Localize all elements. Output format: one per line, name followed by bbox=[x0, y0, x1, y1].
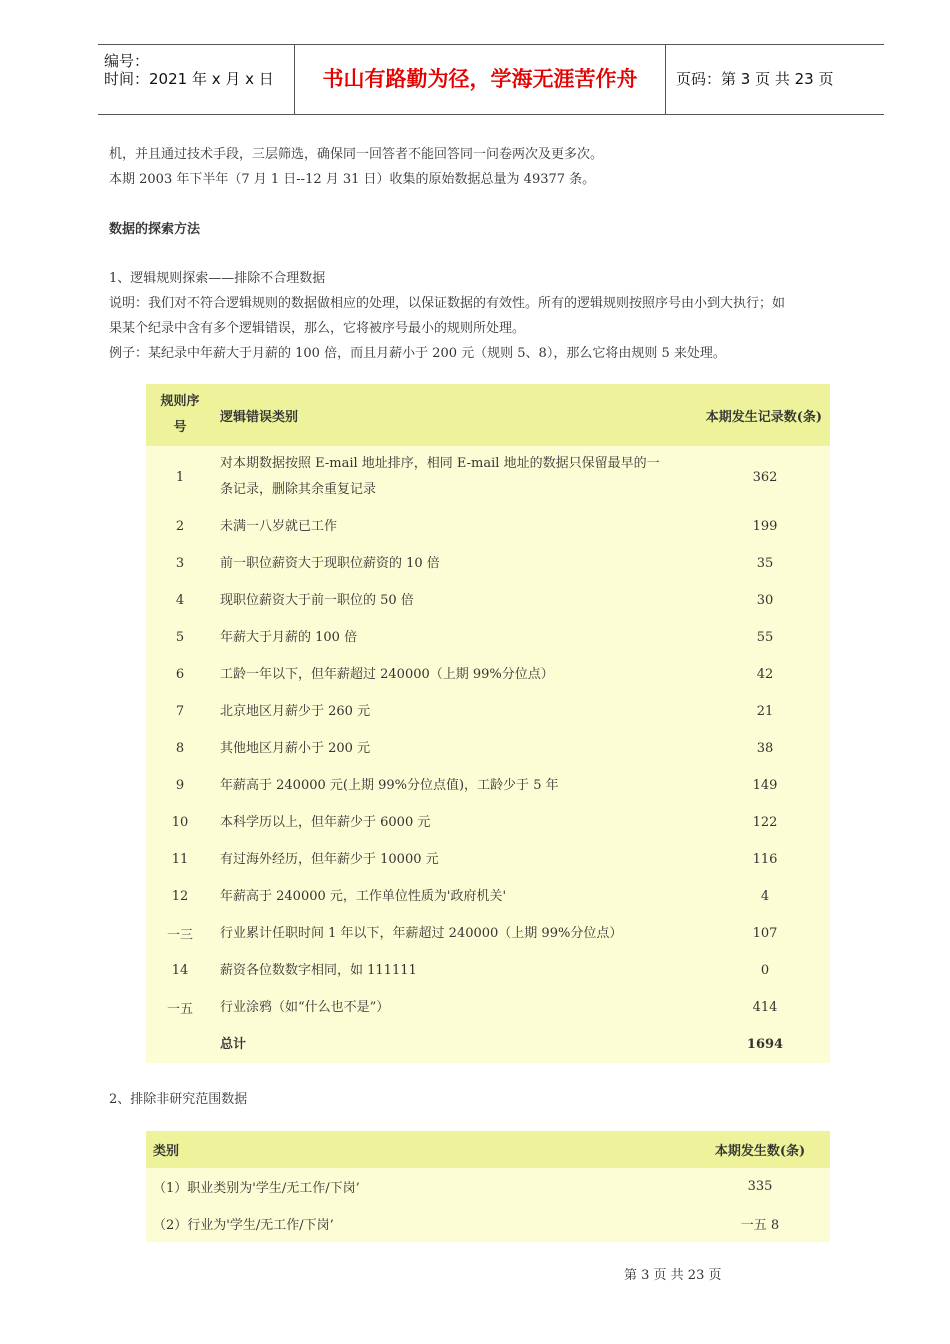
table-header-row bbox=[146, 384, 830, 446]
header-motto: 书山有路勤为径，学海无涯苦作舟 bbox=[295, 45, 666, 114]
rule-count: 116 bbox=[752, 852, 778, 867]
rule-desc bbox=[214, 446, 700, 508]
table-row bbox=[146, 545, 830, 582]
rule-desc: 其他地区月薪小于 200 元 bbox=[220, 740, 371, 756]
rule-desc: 薪资各位数数字相同，如 111111 bbox=[220, 962, 417, 978]
rule-seq: 5 bbox=[175, 630, 185, 645]
table-row bbox=[146, 767, 830, 804]
exclusion-table bbox=[146, 1131, 830, 1242]
section-title: 数据的探索方法 bbox=[109, 222, 201, 237]
rule-count: 38 bbox=[756, 741, 774, 756]
table-row bbox=[146, 508, 830, 545]
table-header-row bbox=[146, 1131, 830, 1168]
table-row bbox=[146, 656, 830, 693]
table-row bbox=[146, 804, 830, 841]
total-value: 1694 bbox=[746, 1037, 784, 1052]
rule-desc-line: 条记录，删除其余重复记录 bbox=[220, 482, 377, 497]
body-paragraph-line: 机，并且通过技术手段，三层筛选，确保同一回答者不能回答同一问卷两次及更多次。 bbox=[109, 147, 604, 162]
rule-count: 42 bbox=[756, 667, 774, 682]
table-row bbox=[146, 446, 830, 508]
rule-count: 199 bbox=[752, 519, 778, 534]
header-page-number: 页码：第 3 页 共 23 页 bbox=[676, 70, 834, 88]
rule-count: 4 bbox=[760, 889, 770, 904]
rule-desc: 本科学历以上，但年薪少于 6000 元 bbox=[220, 814, 431, 830]
header-meta bbox=[98, 45, 295, 114]
rule-desc: 有过海外经历，但年薪少于 10000 元 bbox=[220, 851, 439, 867]
rule-seq: 10 bbox=[171, 815, 189, 830]
rule-count: 122 bbox=[752, 815, 778, 830]
rule-desc: 年薪大于月薪的 100 倍 bbox=[220, 629, 358, 645]
rule-seq: 7 bbox=[175, 704, 185, 719]
rule-desc: 现职位薪资大于前一职位的 50 倍 bbox=[220, 592, 414, 608]
rule-desc: 未满一八岁就已工作 bbox=[220, 518, 338, 534]
subsection-title: 2、排除非研究范围数据 bbox=[109, 1092, 248, 1107]
rule-count: 30 bbox=[756, 593, 774, 608]
total-label: 总计 bbox=[220, 1036, 247, 1052]
rule-count: 21 bbox=[756, 704, 774, 719]
rule-count: 107 bbox=[752, 926, 778, 941]
description-line: 果某个纪录中含有多个逻辑错误，那么，它将被序号最小的规则所处理。 bbox=[109, 321, 526, 336]
table-row bbox=[146, 841, 830, 878]
table-row bbox=[146, 730, 830, 767]
header-type: 类别 bbox=[153, 1144, 180, 1159]
rule-seq: 9 bbox=[175, 778, 185, 793]
header-count: 本期发生记录数(条) bbox=[705, 409, 822, 425]
table-row bbox=[146, 619, 830, 656]
rule-count: 362 bbox=[752, 469, 778, 485]
table-row bbox=[146, 693, 830, 730]
rule-seq: 2 bbox=[175, 519, 185, 534]
subsection-title: 1、逻辑规则探索——排除不合理数据 bbox=[109, 271, 326, 286]
rule-desc: 行业涂鸦（如“什么也不是”） bbox=[220, 999, 390, 1015]
rule-seq: 1 bbox=[175, 469, 185, 485]
exclusion-count: 一五 8 bbox=[740, 1218, 780, 1233]
document-number-label: 编号： bbox=[104, 52, 150, 70]
rule-seq: 11 bbox=[171, 852, 189, 867]
table-row bbox=[146, 915, 830, 952]
body-paragraph-line: 本期 2003 年下半年（7 月 1 日--12 月 31 日）收集的原始数据总量为 49377 条。 bbox=[109, 172, 596, 187]
table-row bbox=[146, 582, 830, 619]
rule-count: 414 bbox=[752, 1000, 778, 1015]
table-row bbox=[146, 1168, 830, 1205]
rule-seq: 一五 bbox=[166, 1002, 193, 1017]
rule-seq: 12 bbox=[171, 889, 189, 904]
rule-desc: 年薪高于 240000 元(上期 99%分位点值)，工龄少于 5 年 bbox=[220, 777, 559, 793]
rule-count: 0 bbox=[760, 963, 770, 978]
rule-count: 55 bbox=[756, 630, 774, 645]
table-row bbox=[146, 989, 830, 1026]
rule-count: 149 bbox=[752, 778, 778, 793]
table-row bbox=[146, 1205, 830, 1242]
rule-seq: 4 bbox=[175, 593, 185, 608]
rule-desc: 北京地区月薪少于 260 元 bbox=[220, 703, 371, 719]
total-seq-empty bbox=[146, 1026, 214, 1063]
rule-seq: 3 bbox=[175, 556, 185, 571]
description-line: 说明：我们对不符合逻辑规则的数据做相应的处理，以保证数据的有效性。所有的逻辑规则按照序号由小到大执行；如 bbox=[109, 296, 786, 311]
exclusion-desc: （2）行业为'学生/无工作/下岗’ bbox=[153, 1218, 334, 1233]
rule-desc-line: 对本期数据按照 E-mail 地址排序，相同 E-mail 地址的数据只保留最早的一 bbox=[220, 456, 660, 471]
exclusion-desc: （1）职业类别为'学生/无工作/下岗’ bbox=[153, 1181, 360, 1196]
rule-desc: 行业累计任职时间 1 年以下，年薪超过 240000（上期 99%分位点） bbox=[220, 925, 623, 941]
page-header bbox=[98, 44, 884, 115]
table-row bbox=[146, 952, 830, 989]
rule-seq: 14 bbox=[171, 963, 189, 978]
exclusion-count: 335 bbox=[747, 1179, 773, 1194]
rule-desc: 年薪高于 240000 元，工作单位性质为'政府机关' bbox=[220, 888, 507, 904]
header-seq-line: 规则序 bbox=[160, 394, 200, 409]
page-footer: 第 3 页 共 23 页 bbox=[624, 1268, 722, 1283]
example-line: 例子：某纪录中年薪大于月薪的 100 倍，而且月薪小于 200 元（规则 5、8），那么它将由规则 5 来处理。 bbox=[109, 346, 726, 361]
logic-rules-table bbox=[146, 384, 830, 1063]
rule-seq: 8 bbox=[175, 741, 185, 756]
table-row bbox=[146, 878, 830, 915]
header-seq bbox=[146, 384, 214, 446]
rule-seq: 6 bbox=[175, 667, 185, 682]
document-time-label: 时间：2021 年 x 月 x 日 bbox=[104, 70, 274, 88]
rule-count: 35 bbox=[756, 556, 774, 571]
header-type: 逻辑错误类别 bbox=[220, 409, 299, 425]
rule-desc: 工龄一年以下，但年薪超过 240000（上期 99%分位点） bbox=[220, 666, 554, 682]
table-total-row bbox=[146, 1026, 830, 1063]
header-seq-line: 号 bbox=[173, 420, 187, 435]
rule-desc: 前一职位薪资大于现职位薪资的 10 倍 bbox=[220, 555, 440, 571]
header-count: 本期发生数(条) bbox=[714, 1144, 806, 1159]
rule-seq: 一三 bbox=[166, 928, 193, 943]
